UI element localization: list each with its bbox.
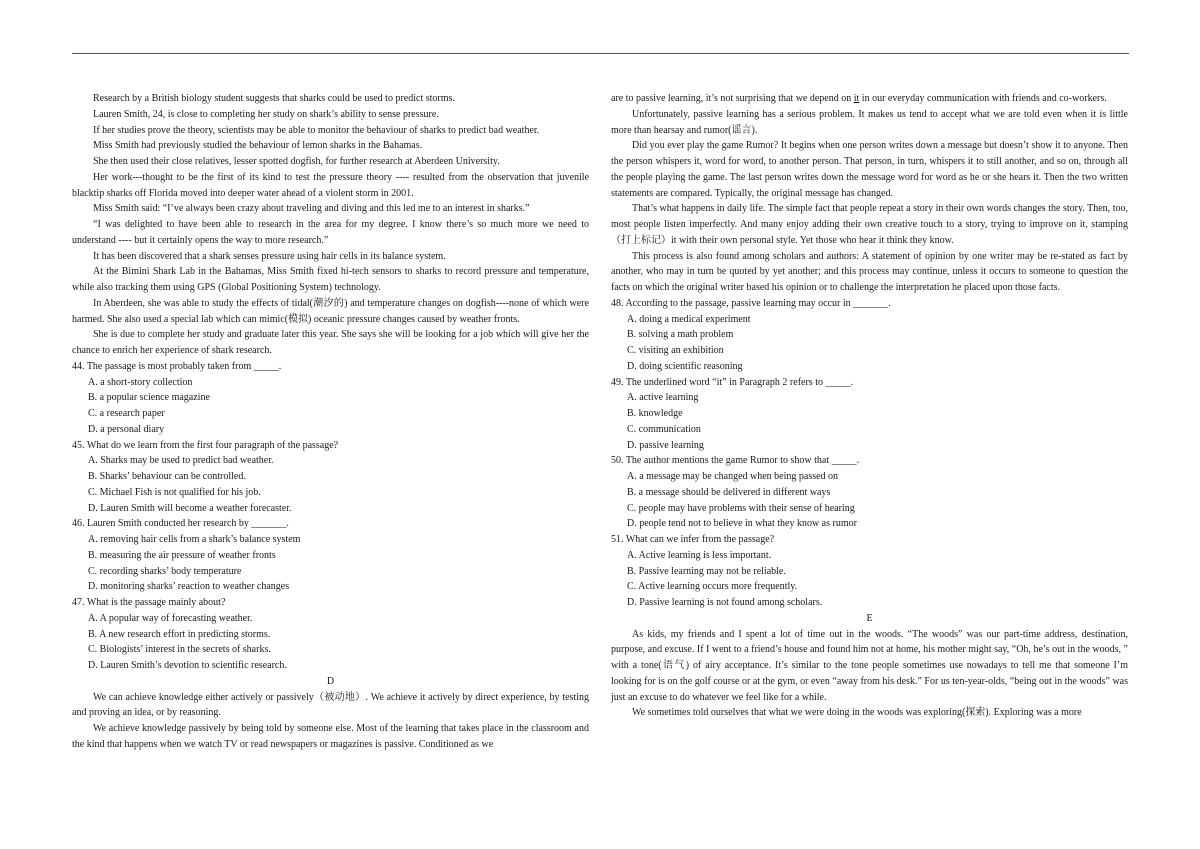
answer-option: A. active learning (627, 392, 699, 404)
answer-option: D. people tend not to believe in what they know as rumor (627, 518, 857, 530)
section-heading-e: E (866, 612, 873, 624)
answer-option: D. a personal diary (88, 423, 165, 435)
question-47 (72, 595, 589, 674)
question-44 (72, 359, 589, 438)
answer-option: C. Active learning occurs more frequently. (627, 581, 798, 593)
answer-option: B. Sharks’ behaviour can be controlled. (88, 471, 246, 482)
question-stem: 50. The author mentions the game Rumor to show that _____. (611, 455, 860, 467)
question-stem: 46. Lauren Smith conducted her research by _______. (72, 518, 289, 530)
answer-option: A. doing a medical experiment (627, 313, 751, 325)
answer-option: D. Lauren Smith will become a weather forecaster. (88, 502, 292, 514)
answer-option: B. A new research effort in predicting storms. (88, 628, 271, 640)
section-heading-d: D (326, 675, 335, 687)
passage-e (611, 627, 1128, 722)
answer-option: C. a research paper (88, 408, 165, 419)
paragraph: Unfortunately, passive learning has a serious problem. It makes us tend to accept what we are told even when it is little more than hearsay and rumor(谣言). (611, 108, 1128, 136)
answer-option: D. Lauren Smith’s devotion to scientific research. (88, 660, 287, 671)
passage-c (72, 91, 589, 359)
answer-option: C. Biologists’ interest in the secrets of sharks. (88, 644, 271, 656)
question-49 (611, 375, 1128, 454)
header-rule (72, 53, 1129, 54)
answer-option: A. Active learning is less important. (627, 549, 772, 561)
answer-option: A. removing hair cells from a shark’s balance system (88, 534, 301, 545)
paragraph: If her studies prove the theory, scientists may be able to monitor the behaviour of sharks to predict bad weather. (93, 124, 540, 136)
question-stem: 48. According to the passage, passive learning may occur in _______. (611, 297, 891, 309)
paragraph: We sometimes told ourselves that what we were doing in the woods was exploring(探索). Exploring was a more (632, 707, 1082, 719)
answer-option: D. monitoring sharks’ reaction to weather changes (88, 581, 290, 593)
paragraph: She is due to complete her study and graduate later this year. She says she will be looking for a job which will give her the chance to enrich her experience of shark research. (72, 329, 589, 356)
answer-option: A. a short-story collection (88, 376, 193, 388)
question-stem: 45. What do we learn from the first four paragraph of the passage? (72, 439, 339, 451)
passage-d (72, 690, 589, 753)
paragraph-continued (611, 91, 1128, 107)
question-stem: 49. The underlined word “it” in Paragraph 2 refers to _____. (611, 376, 853, 388)
answer-option: C. people may have problems with their sense of hearing (627, 502, 855, 514)
text-run: are to passive learning, it’s not surprising that we depend on (611, 93, 854, 104)
answer-option: A. A popular way of forecasting weather. (88, 612, 253, 624)
answer-option: A. a message may be changed when being passed on (627, 471, 839, 482)
paragraph: Did you ever play the game Rumor? It begins when one person writes down a message but doesn’t show it to anyone. Then the person whispers it, word for word, to another person. That person, in turn, whispers it to still another, and so on, through all the people playing the game. The last person writes down the message word for word as he or she hears it. Then the two written statements are compared. Typically, the original message has changed. (611, 140, 1128, 199)
question-50 (611, 453, 1128, 532)
paragraph: That’s what happens in daily life. The simple fact that people repeat a story in their own words changes the story. Then, too, most people listen imperfectly. And many enjoy adding their own creative touch to a story, trying to improve on it, stamping（打上标记）it with their own personal style. Yet those who hear it think they know. (611, 203, 1128, 246)
answer-option: C. communication (627, 423, 701, 435)
answer-option: D. passive learning (627, 439, 704, 451)
answer-option: D. doing scientific reasoning (627, 360, 743, 372)
paragraph: At the Bimini Shark Lab in the Bahamas, Miss Smith fixed hi-tech sensors to sharks to record pressure and temperature, while also tracking them using GPS (Global Positioning System) technology. (72, 266, 589, 293)
paragraph: It has been discovered that a shark senses pressure using hair cells in its balance system. (93, 250, 446, 262)
paragraph: Her work---thought to be the first of its kind to test the pressure theory ---- resulted from the observation that juvenile blacktip sharks off Florida moved into deeper water ahead of a violent storm in 2001. (72, 171, 589, 199)
paragraph: Research by a British biology student suggests that sharks could be used to predict storms. (93, 93, 455, 104)
paragraph: We achieve knowledge passively by being told by someone else. Most of the learning that takes place in the classroom and the kind that happens when we watch TV or read newspapers or magazines is passive. Conditioned as we (72, 723, 589, 750)
answer-option: B. solving a math problem (627, 329, 734, 341)
paragraph: We can achieve knowledge either actively or passively（被动地）. We achieve it actively by direct experience, by testing and proving an idea, or by reasoning. (72, 691, 589, 719)
question-stem: 44. The passage is most probably taken from _____. (72, 360, 282, 372)
answer-option: B. measuring the air pressure of weather fronts (88, 549, 276, 561)
paragraph: Miss Smith said: “I’ve always been crazy about traveling and diving and this led me to an interest in sharks.” (93, 203, 530, 215)
question-48 (611, 296, 1128, 375)
paragraph: She then used their close relatives, lesser spotted dogfish, for further research at Aberdeen University. (93, 156, 500, 167)
answer-option: C. recording sharks’ body temperature (88, 565, 242, 577)
answer-option: B. knowledge (627, 408, 683, 419)
answer-option: C. visiting an exhibition (627, 345, 724, 356)
answer-option: C. Michael Fish is not qualified for his job. (88, 486, 261, 498)
answer-option: D. Passive learning is not found among scholars. (627, 597, 823, 608)
paragraph: As kids, my friends and I spent a lot of time out in the woods. “The woods” was our part-time address, destination, purpose, and excuse. If I went to a friend’s house and found him not at home, his mother might say, “Oh, he’s out in the woods, ” with a tone(语气) of airy acceptance. It’s similar to the tone people sometimes use nowadays to tell me that someone I’m looking for is on the golf course or at the gym, or even “away from his desk.” For us ten-year-olds, “being out in the woods” was just an excuse to do whatever we feel like for a while. (611, 628, 1128, 703)
paragraph: In Aberdeen, she was able to study the effects of tidal(潮汐的) and temperature changes on dogfish----none of which were harmed. She also used a special lab which can mimic(模拟) oceanic pressure changes caused by weather fronts. (72, 297, 589, 325)
paragraph: Miss Smith had previously studied the behaviour of lemon sharks in the Bahamas. (93, 140, 423, 152)
question-45 (72, 438, 589, 517)
paragraph: “I was delighted to have been able to research in the area for my degree. I know there’s so much more we need to understand ---- but it certainly opens the way to more research.” (72, 219, 589, 246)
passage-d-continued (611, 107, 1128, 296)
paragraph: This process is also found among scholars and authors: A statement of opinion by one writer may be re-stated as fact by another, who may in turn be quoted by yet another; and this process may continue, unless it occurs to someone to question the facts on which the original writer based his opinion or to challenge the interpretation he placed upon those facts. (611, 250, 1128, 293)
answer-option: B. Passive learning may not be reliable. (627, 565, 786, 577)
question-51 (611, 532, 1128, 611)
answer-option: A. Sharks may be used to predict bad weather. (88, 455, 274, 467)
answer-option: B. a popular science magazine (88, 392, 210, 404)
left-column (72, 91, 589, 753)
underlined-word: it (853, 93, 860, 104)
answer-option: B. a message should be delivered in different ways (627, 486, 831, 498)
paragraph: Lauren Smith, 24, is close to completing her study on shark’s ability to sense pressure. (93, 108, 439, 120)
question-stem: 47. What is the passage mainly about? (72, 597, 226, 608)
text-run: in our everyday communication with friends and co-workers. (859, 93, 1107, 104)
question-46 (72, 516, 589, 595)
right-column (611, 91, 1128, 721)
question-stem: 51. What can we infer from the passage? (611, 534, 775, 545)
